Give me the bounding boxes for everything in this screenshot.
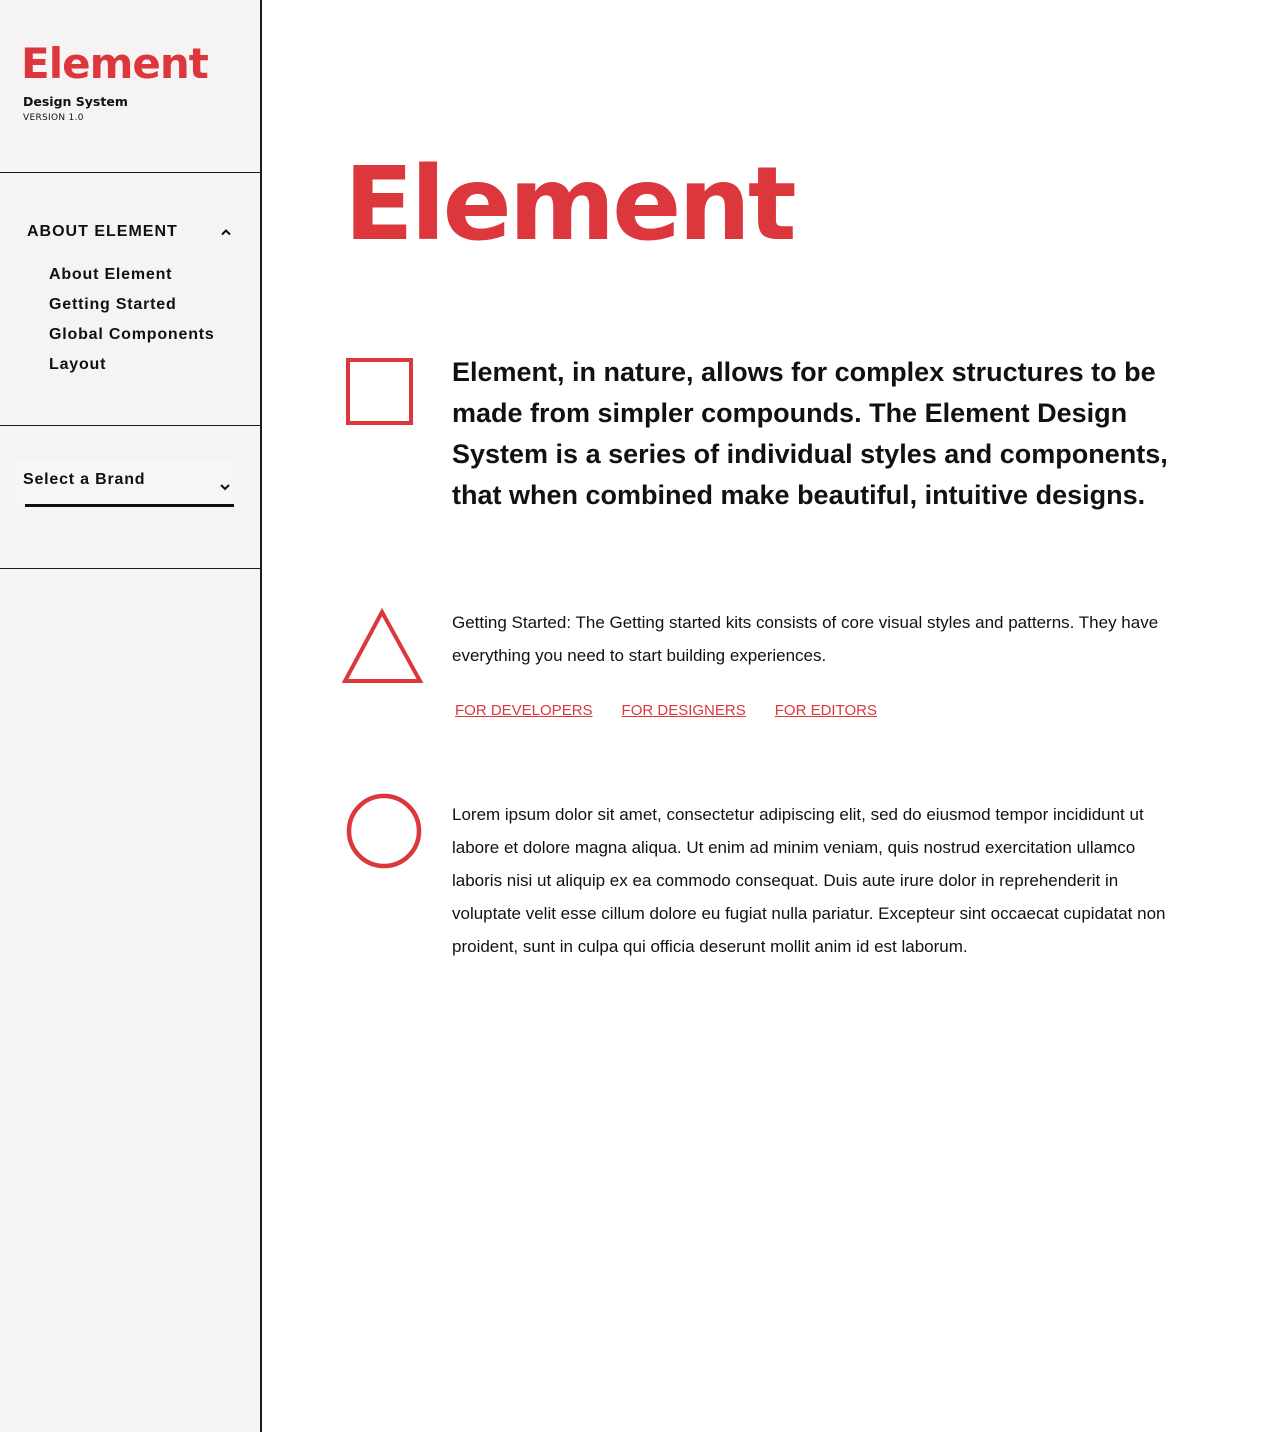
intro-text: Element, in nature, allows for complex structures to be made from simpler compounds. The Element Design System is a series of individual styles and components, that when combined make beautiful, intuitive designs.: [452, 357, 1168, 510]
brand-select-block: [0, 426, 260, 569]
sidebar-item-global-components[interactable]: Global Components: [49, 326, 215, 343]
nav-section-toggle[interactable]: [27, 221, 237, 243]
link-for-editors[interactable]: FOR EDITORS: [774, 702, 877, 719]
sidebar: [0, 0, 262, 1432]
chevron-up-icon[interactable]: [219, 225, 233, 239]
logo-version: VERSION 1.0: [23, 113, 84, 123]
sidebar-item-about-element[interactable]: About Element: [49, 266, 173, 283]
page-title: Element: [344, 145, 794, 264]
sidebar-item-getting-started[interactable]: Getting Started: [49, 296, 177, 313]
nav-list: [49, 263, 215, 383]
brand-select-value: Select a Brand: [23, 471, 146, 488]
link-for-designers[interactable]: FOR DESIGNERS: [621, 702, 746, 719]
logo-block[interactable]: [0, 0, 260, 173]
chevron-down-icon[interactable]: [218, 480, 232, 494]
logo-wordmark[interactable]: Element: [21, 39, 208, 88]
brand-select-underline: [25, 504, 234, 507]
sidebar-nav: [0, 173, 260, 426]
logo-subtitle: Design System: [23, 94, 128, 109]
sidebar-item-layout[interactable]: Layout: [49, 356, 107, 373]
brand-select[interactable]: [15, 460, 238, 510]
audience-links: [455, 702, 906, 719]
nav-section-label: ABOUT ELEMENT: [27, 223, 178, 240]
main-content: [262, 0, 1280, 1432]
link-for-developers[interactable]: FOR DEVELOPERS: [455, 702, 593, 719]
getting-started-text: Getting Started: The Getting started kits consists of core visual styles and patterns. They have everything you need to start building experiences.: [452, 613, 1159, 665]
lorem-text: Lorem ipsum dolor sit amet, consectetur adipiscing elit, sed do eiusmod tempor incididunt ut labore et dolore magna aliqua. Ut enim ad minim veniam, quis nostrud exercitation ullamco laboris nisi ut aliquip ex ea commodo consequat. Duis aute irure dolor in reprehenderit in voluptate velit esse cillum dolore eu fugiat nulla pariatur. Excepteur sint occaecat cupidatat non proident, sunt in culpa qui officia deserunt mollit anim id est laborum.: [452, 805, 1166, 956]
